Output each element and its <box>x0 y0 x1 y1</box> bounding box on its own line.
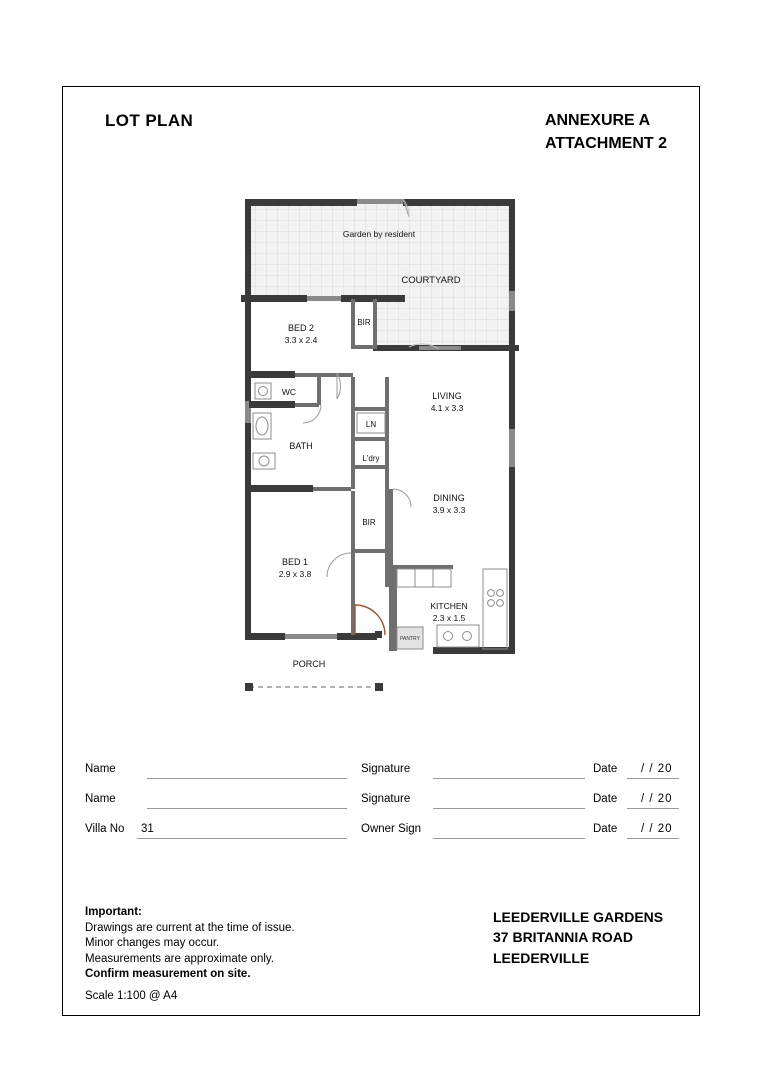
document-page <box>62 86 700 1016</box>
important-line-2: Minor changes may occur. <box>85 937 220 950</box>
signature-label-1: Signature <box>361 763 411 775</box>
owner-sign-field[interactable] <box>433 838 585 839</box>
signature-label-2: Signature <box>361 793 411 805</box>
label-kitchen: KITCHEN <box>430 601 468 611</box>
villa-no-label: Villa No <box>85 823 125 835</box>
label-dining-dims: 3.9 x 3.3 <box>432 505 466 515</box>
important-line-1: Drawings are current at the time of issue. <box>85 921 295 934</box>
label-porch: PORCH <box>292 659 326 669</box>
name-field-2[interactable] <box>147 808 347 809</box>
date-field-3[interactable] <box>627 838 679 839</box>
address-line-2: 37 BRITANNIA ROAD <box>493 929 634 946</box>
label-bir-top: BIR <box>357 318 371 327</box>
important-line-4: Confirm measurement on site. <box>85 968 251 981</box>
label-bath: BATH <box>289 441 313 451</box>
label-bed1: BED 1 <box>281 557 309 567</box>
annexure-line-1: ANNEXURE A <box>544 112 651 129</box>
label-kitchen-dims: 2.3 x 1.5 <box>432 613 466 623</box>
signature-row <box>85 819 679 849</box>
date-value-3: / / 20 <box>641 823 673 835</box>
owner-sign-label: Owner Sign <box>361 823 422 835</box>
label-ln: LN <box>365 420 377 429</box>
label-pantry: PANTRY <box>400 636 420 642</box>
name-field-1[interactable] <box>147 778 347 779</box>
signature-row <box>85 759 679 789</box>
label-bir-bottom: BIR <box>362 518 376 527</box>
date-field-1[interactable] <box>627 778 679 779</box>
label-paving: PAVING <box>245 253 251 273</box>
signature-field-1[interactable] <box>433 778 585 779</box>
date-value-1: / / 20 <box>641 763 673 775</box>
date-field-2[interactable] <box>627 808 679 809</box>
label-courtyard: COURTYARD <box>401 275 461 286</box>
important-line-3: Measurements are approximate only. <box>85 952 274 965</box>
label-bed2: BED 2 <box>287 323 315 333</box>
label-wc: WC <box>281 387 297 397</box>
label-living-dims: 4.1 x 3.3 <box>430 403 464 413</box>
important-title: Important: <box>85 906 142 918</box>
address-line-3: LEEDERVILLE <box>493 949 590 966</box>
villa-no-field[interactable] <box>137 838 347 839</box>
address-line-1: LEEDERVILLE GARDENS <box>493 909 664 925</box>
scale-note: Scale 1:100 @ A4 <box>85 990 178 1002</box>
villa-no-value: 31 <box>141 823 154 835</box>
date-label-3: Date <box>593 823 618 835</box>
label-laundry: L'dry <box>362 454 380 463</box>
signature-field-2[interactable] <box>433 808 585 809</box>
date-label-1: Date <box>593 763 618 775</box>
property-address <box>493 907 663 968</box>
annexure-line-2: ATTACHMENT 2 <box>544 135 667 153</box>
annexure-heading <box>545 109 667 155</box>
name-label-1: Name <box>85 763 116 775</box>
label-dining: DINING <box>433 493 465 503</box>
important-notice <box>85 905 295 983</box>
label-garden-note: Garden by resident <box>342 229 416 239</box>
page-title: LOT PLAN <box>105 111 194 130</box>
date-value-2: / / 20 <box>641 793 673 805</box>
floor-plan <box>233 187 553 707</box>
signature-block <box>85 759 679 849</box>
signature-row <box>85 789 679 819</box>
date-label-2: Date <box>593 793 618 805</box>
label-living: LIVING <box>432 391 462 401</box>
name-label-2: Name <box>85 793 116 805</box>
label-bed1-dims: 2.9 x 3.8 <box>278 569 312 579</box>
label-bed2-dims: 3.3 x 2.4 <box>284 335 318 345</box>
